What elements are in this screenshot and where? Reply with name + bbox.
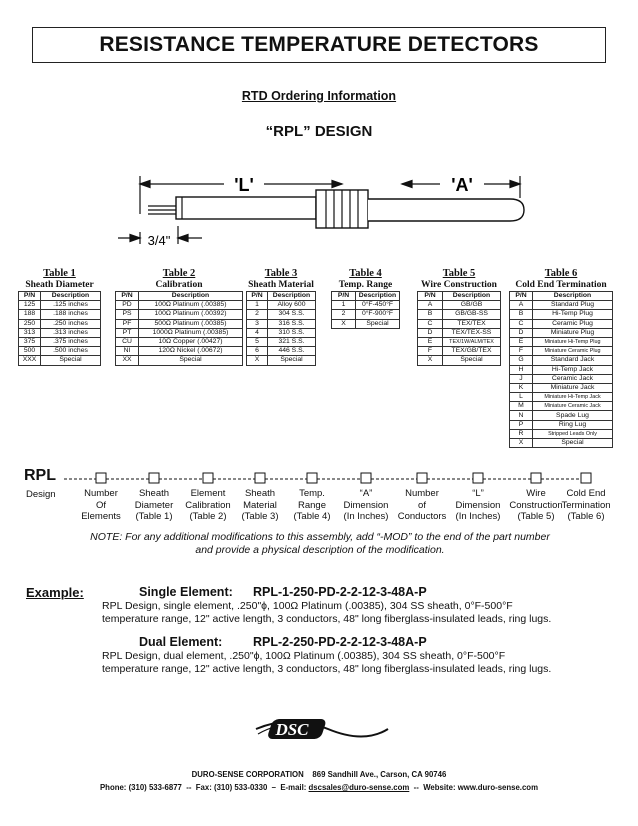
three-quarter-label: 3/4" xyxy=(147,233,171,248)
table-header-cell: P/N xyxy=(247,292,268,301)
table-subtitle: Wire Construction xyxy=(421,280,497,290)
field-label-line: Temp. xyxy=(299,488,325,499)
table-row xyxy=(116,337,243,346)
footer-contact-line xyxy=(0,783,638,792)
part-number-builder xyxy=(24,463,624,523)
table-cell: NI xyxy=(116,347,139,356)
table-header-cell: Description xyxy=(533,292,613,301)
table-cell: 2 xyxy=(247,310,268,319)
table-subtitle: Temp. Range xyxy=(338,280,393,290)
table-row xyxy=(510,347,613,356)
table-row xyxy=(510,411,613,420)
dual-element-heading: Dual Element: xyxy=(139,635,223,649)
table-cell: TEX/TEX-SS xyxy=(443,328,501,337)
table-cell: R xyxy=(510,429,533,438)
table-row xyxy=(19,337,101,346)
part-number-box xyxy=(149,473,159,483)
field-label-line: Number xyxy=(405,488,439,499)
table-cell: Alloy 600 xyxy=(268,301,316,310)
part-number-box xyxy=(96,473,106,483)
field-label-line: Calibration xyxy=(185,499,231,511)
table-cell: GB/GB-SS xyxy=(443,310,501,319)
logo-text: DSC xyxy=(275,720,309,739)
table-cell: D xyxy=(510,328,533,337)
table-grid xyxy=(331,291,400,329)
table-cell: N xyxy=(510,411,533,420)
table-cell: TEX/GB/TEX xyxy=(443,347,501,356)
table-cell: Special xyxy=(268,356,316,365)
field-label-line: Dimension xyxy=(455,499,501,511)
table-row xyxy=(247,356,316,365)
table-cell: Special xyxy=(533,439,613,448)
table-cell: C xyxy=(418,319,443,328)
field-label-line: (In Inches) xyxy=(455,511,501,522)
table-row xyxy=(418,337,501,346)
field-label-line: of xyxy=(418,499,426,511)
field-label-line: Elements xyxy=(81,511,121,522)
part-number-boxes xyxy=(24,463,624,487)
part-number-field-label xyxy=(554,488,618,523)
page-title: RESISTANCE TEMPERATURE DETECTORS xyxy=(99,33,539,56)
table-cell: 446 S.S. xyxy=(268,347,316,356)
table-row xyxy=(418,319,501,328)
table-row xyxy=(116,319,243,328)
table-cell: 1 xyxy=(332,301,356,310)
table-header-cell: Description xyxy=(356,292,400,301)
table-cell: 4 xyxy=(247,328,268,337)
table-subtitle: Sheath Material xyxy=(248,280,314,290)
table-row xyxy=(19,310,101,319)
table-title: Table 4 xyxy=(349,268,382,279)
table-cell: 321 S.S. xyxy=(268,337,316,346)
table-cell: E xyxy=(510,337,533,346)
table-cell: 10Ω Copper (.00427) xyxy=(139,337,243,346)
table-4 xyxy=(331,268,400,329)
table-cell: 120Ω Nickel (.00672) xyxy=(139,347,243,356)
table-cell: GB/GB xyxy=(443,301,501,310)
table-cell: PD xyxy=(116,301,139,310)
table-cell: X xyxy=(247,356,268,365)
table-row xyxy=(19,347,101,356)
table-cell: Special xyxy=(356,319,400,328)
table-cell: Spade Lug xyxy=(533,411,613,420)
table-cell: H xyxy=(510,365,533,374)
table-cell: .500 inches xyxy=(41,347,101,356)
field-label-line: (Table 2) xyxy=(189,511,227,522)
table-row xyxy=(116,301,243,310)
table-cell: F xyxy=(418,347,443,356)
field-label-line: Material xyxy=(243,499,277,511)
table-row xyxy=(418,301,501,310)
table-cell: F xyxy=(510,347,533,356)
rpl-prefix: RPL xyxy=(24,467,56,484)
table-cell: 188 xyxy=(19,310,41,319)
table-header-cell: P/N xyxy=(116,292,139,301)
table-cell: Ceramic Jack xyxy=(533,374,613,383)
table-grid xyxy=(509,291,613,448)
table-2 xyxy=(115,268,243,366)
field-label-line: Conductors xyxy=(397,511,447,522)
table-row xyxy=(510,439,613,448)
table-cell: B xyxy=(510,310,533,319)
table-header-cell: P/N xyxy=(510,292,533,301)
table-cell: .313 inches xyxy=(41,328,101,337)
single-element-code: RPL-1-250-PD-2-2-12-3-48A-P xyxy=(253,585,427,599)
modification-note xyxy=(60,531,580,556)
table-subtitle: Calibration xyxy=(155,280,203,290)
table-row xyxy=(19,301,101,310)
table-cell: CU xyxy=(116,337,139,346)
table-cell: PF xyxy=(116,319,139,328)
company-name: DURO-SENSE CORPORATION xyxy=(191,770,304,779)
table-subtitle: Cold End Termination xyxy=(515,280,607,290)
table-cell: 304 S.S. xyxy=(268,310,316,319)
table-cell: E xyxy=(418,337,443,346)
table-cell: K xyxy=(510,383,533,392)
table-cell: 316 S.S. xyxy=(268,319,316,328)
table-cell: D xyxy=(418,328,443,337)
table-title: Table 1 xyxy=(43,268,76,279)
table-cell: Special xyxy=(139,356,243,365)
email-link[interactable]: dscsales@duro-sense.com xyxy=(308,783,410,792)
table-cell: X xyxy=(510,439,533,448)
table-row xyxy=(510,319,613,328)
part-number-field-label xyxy=(446,488,510,523)
table-row xyxy=(116,347,243,356)
footer-company-line xyxy=(0,770,638,779)
table-row xyxy=(418,310,501,319)
table-cell: 125 xyxy=(19,301,41,310)
table-row xyxy=(510,301,613,310)
field-label-line: (Table 6) xyxy=(567,511,605,522)
table-6 xyxy=(509,268,613,448)
field-label-line: (Table 4) xyxy=(293,511,331,522)
part-number-box xyxy=(361,473,371,483)
table-subtitle: Sheath Diameter xyxy=(25,280,94,290)
table-cell: P xyxy=(510,420,533,429)
table-cell: 1000Ω Platinum (.00385) xyxy=(139,328,243,337)
l-label: 'L' xyxy=(234,175,254,195)
table-row xyxy=(19,319,101,328)
table-cell: 100Ω Platinum (.00385) xyxy=(139,301,243,310)
table-row xyxy=(510,365,613,374)
table-cell: G xyxy=(510,356,533,365)
dual-element-code: RPL-2-250-PD-2-2-12-3-48A-P xyxy=(253,635,427,649)
table-row xyxy=(247,310,316,319)
table-row xyxy=(418,328,501,337)
table-cell: 1 xyxy=(247,301,268,310)
table-cell: 3 xyxy=(247,319,268,328)
table-row xyxy=(510,402,613,411)
dsc-logo xyxy=(252,716,392,742)
part-number-box xyxy=(417,473,427,483)
table-cell: 250 xyxy=(19,319,41,328)
table-row xyxy=(247,301,316,310)
table-title: Table 5 xyxy=(442,268,476,279)
part-number-box xyxy=(203,473,213,483)
table-row xyxy=(19,356,101,365)
table-row xyxy=(116,356,243,365)
table-cell: PT xyxy=(116,328,139,337)
table-cell: .188 inches xyxy=(41,310,101,319)
table-cell: 2 xyxy=(332,310,356,319)
table-title: Table 6 xyxy=(544,268,578,279)
table-cell: PS xyxy=(116,310,139,319)
dual-element-description: RPL Design, dual element, .250"ϕ, 100Ω Platinum (.00385), 304 SS sheath, 0°F-500°F temperature range, 12" active length, 3 conductors, 48" long fiberglass-insulated leads, ring lugs. xyxy=(102,650,552,675)
table-row xyxy=(510,356,613,365)
table-row xyxy=(510,429,613,438)
table-row xyxy=(418,356,501,365)
company-address: 869 Sandhill Ave., Carson, CA 90746 xyxy=(312,770,447,779)
table-row xyxy=(510,310,613,319)
field-label-line: (Table 3) xyxy=(241,511,279,522)
table-header-cell: P/N xyxy=(19,292,41,301)
lead-wire xyxy=(176,197,316,219)
separator: -- xyxy=(413,783,419,792)
field-label-line: “A” xyxy=(359,488,373,499)
design-heading: “RPL” DESIGN xyxy=(265,123,373,140)
table-row xyxy=(332,301,400,310)
table-cell: .250 inches xyxy=(41,319,101,328)
table-row xyxy=(247,347,316,356)
table-cell: 100Ω Platinum (.00392) xyxy=(139,310,243,319)
part-number-field-label xyxy=(334,488,398,523)
table-header-cell: Description xyxy=(443,292,501,301)
table-cell: TEX/TEX xyxy=(443,319,501,328)
probe-sheath xyxy=(368,199,524,221)
table-cell: Standard Jack xyxy=(533,356,613,365)
table-cell: 0°F-900°F xyxy=(356,310,400,319)
table-header-cell: P/N xyxy=(332,292,356,301)
table-cell: C xyxy=(510,319,533,328)
table-cell: L xyxy=(510,393,533,402)
field-label-line: Range xyxy=(298,499,326,511)
table-row xyxy=(332,319,400,328)
table-row xyxy=(247,319,316,328)
part-number-box xyxy=(581,473,591,483)
field-label-line: Diameter xyxy=(134,499,174,511)
table-cell: Standard Plug xyxy=(533,301,613,310)
table-cell: B xyxy=(418,310,443,319)
ordering-heading: RTD Ordering Information xyxy=(241,89,397,103)
part-number-box xyxy=(473,473,483,483)
table-cell: Special xyxy=(41,356,101,365)
table-cell: 500Ω Platinum (.00385) xyxy=(139,319,243,328)
table-row xyxy=(510,374,613,383)
phone: Phone: (310) 533-6877 xyxy=(99,783,182,792)
table-cell: Special xyxy=(443,356,501,365)
table-cell: .125 inches xyxy=(41,301,101,310)
table-title: Table 2 xyxy=(162,268,196,279)
table-cell: A xyxy=(510,301,533,310)
table-row xyxy=(510,337,613,346)
table-cell: Ceramic Plug xyxy=(533,319,613,328)
field-label-line: Wire xyxy=(526,488,546,499)
field-label-line: Number xyxy=(84,488,118,499)
table-header-cell: P/N xyxy=(418,292,443,301)
table-cell: TEX/1W/ALM/TEX xyxy=(443,337,501,346)
table-cell: J xyxy=(510,374,533,383)
table-cell: Miniature Ceramic Plug xyxy=(533,347,613,356)
table-header-cell: Description xyxy=(268,292,316,301)
website[interactable]: Website: www.duro-sense.com xyxy=(423,783,538,792)
single-element-description: RPL Design, single element, .250"ϕ, 100Ω Platinum (.00385), 304 SS sheath, 0°F-500°F temperature range, 12" active length, 3 conductors, 48" long fiberglass-insulated leads, ring lugs. xyxy=(102,600,552,625)
table-3 xyxy=(246,268,316,366)
table-cell: 6 xyxy=(247,347,268,356)
note-text: NOTE: For any additional modifications to this assembly, add “-MOD” to the end of the part number and provide a physical description of the modification. xyxy=(90,531,550,556)
single-element-heading: Single Element: xyxy=(139,585,233,599)
part-number-field-label xyxy=(390,488,454,523)
table-cell: 310 S.S. xyxy=(268,328,316,337)
design-label: Design xyxy=(26,489,56,500)
table-cell: Hi-Temp Jack xyxy=(533,365,613,374)
a-label: 'A' xyxy=(451,175,473,195)
field-label-line: (Table 5) xyxy=(517,511,555,522)
table-grid xyxy=(246,291,316,366)
table-cell: 313 xyxy=(19,328,41,337)
table-grid xyxy=(18,291,101,366)
title-box xyxy=(32,27,606,63)
field-label-line: (In Inches) xyxy=(343,511,389,522)
table-cell: Ring Lug xyxy=(533,420,613,429)
table-cell: XX xyxy=(116,356,139,365)
table-row xyxy=(510,328,613,337)
table-cell: Miniature Hi-Temp Jack xyxy=(533,393,613,402)
table-row xyxy=(247,337,316,346)
table-grid xyxy=(115,291,243,366)
table-cell: 0°F-450°F xyxy=(356,301,400,310)
table-cell: 375 xyxy=(19,337,41,346)
table-row xyxy=(418,347,501,356)
field-label-line: Cold End xyxy=(566,488,606,499)
table-row xyxy=(510,383,613,392)
part-number-box xyxy=(255,473,265,483)
table-cell: 500 xyxy=(19,347,41,356)
table-1 xyxy=(18,268,101,366)
probe-diagram xyxy=(112,168,532,253)
table-cell: Miniature Jack xyxy=(533,383,613,392)
field-label-line: “L” xyxy=(472,488,484,499)
table-row xyxy=(19,328,101,337)
table-row xyxy=(510,420,613,429)
field-label-line: Element xyxy=(190,488,226,499)
part-number-box xyxy=(307,473,317,483)
table-cell: Miniature Ceramic Jack xyxy=(533,402,613,411)
field-label-line: Sheath xyxy=(138,488,170,499)
table-row xyxy=(510,393,613,402)
field-label-line: Dimension xyxy=(343,499,389,511)
table-cell: Miniature Plug xyxy=(533,328,613,337)
table-row xyxy=(332,310,400,319)
separator: -- xyxy=(186,783,192,792)
table-cell: Miniature Hi-Temp Plug xyxy=(533,337,613,346)
example-label: Example: xyxy=(26,585,84,600)
table-grid xyxy=(417,291,501,366)
table-row xyxy=(116,310,243,319)
table-cell: .375 inches xyxy=(41,337,101,346)
table-header-cell: Description xyxy=(139,292,243,301)
field-label-line: Sheath xyxy=(244,488,276,499)
table-cell: X xyxy=(418,356,443,365)
table-title: Table 3 xyxy=(264,268,298,279)
table-row xyxy=(116,328,243,337)
table-cell: 5 xyxy=(247,337,268,346)
table-cell: A xyxy=(418,301,443,310)
table-cell: Hi-Temp Plug xyxy=(533,310,613,319)
field-label-line: Construction xyxy=(509,499,563,511)
table-header-cell: Description xyxy=(41,292,101,301)
field-label-line: Of xyxy=(95,499,107,511)
fax: Fax: (310) 533-0330 xyxy=(195,783,268,792)
table-cell: Stripped Leads Only xyxy=(533,429,613,438)
part-number-box xyxy=(531,473,541,483)
table-row xyxy=(247,328,316,337)
table-cell: X xyxy=(332,319,356,328)
field-label-line: Termination xyxy=(561,499,611,511)
email-label: E-mail: xyxy=(280,783,307,792)
separator: – xyxy=(271,783,276,792)
table-cell: M xyxy=(510,402,533,411)
table-5 xyxy=(417,268,501,366)
table-cell: XXX xyxy=(19,356,41,365)
field-label-line: (Table 1) xyxy=(135,511,173,522)
